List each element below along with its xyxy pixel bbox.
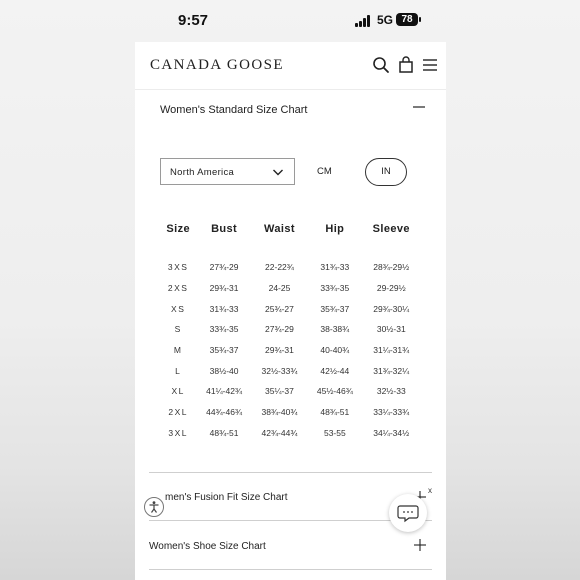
measurement-cell: 38¾-40¾ [261,407,298,418]
measurement-cell: 33¾-35 [209,324,239,335]
measurement-cell: 27¾-29 [209,262,239,273]
unit-toggle-cm[interactable]: CM [317,166,332,177]
measurement-cell: 31¾-32¼ [373,365,410,376]
size-label-cell: XS [171,303,186,314]
measurement-cell: 40-40¾ [320,345,350,356]
table-row [160,257,420,278]
measurement-cell: 44¾-46¾ [206,407,243,418]
measurement-cell: 33¼-33¾ [373,407,410,418]
column-header: Hip [325,223,345,235]
measurement-cell: 31¼-31¾ [373,345,410,356]
measurement-cell: 29¾-31 [265,345,294,356]
size-table [160,222,420,443]
measurement-cell: 32½-33¾ [261,365,298,376]
search-icon[interactable] [371,55,391,75]
measurement-cell: 41¼-42¾ [206,386,243,397]
fusion-fit-chart-row[interactable]: men's Fusion Fit Size Chart [165,492,288,503]
shoe-size-chart-row[interactable]: Women's Shoe Size Chart [149,541,266,552]
measurement-cell: 35¾-37 [320,303,350,314]
measurement-cell: 48¾-51 [320,407,350,418]
network-type: 5G [377,13,394,27]
table-row [160,340,420,361]
measurement-cell: 24-25 [268,283,291,294]
table-row [160,402,420,423]
measurement-cell: 28¾-29½ [373,262,410,273]
measurement-cell: 38-38¾ [320,324,350,335]
status-bar [0,0,580,42]
measurement-cell: 48¾-51 [209,427,239,438]
measurement-cell: 33¾-35 [320,283,350,294]
plus-icon[interactable] [413,538,427,552]
column-header: Size [166,223,191,235]
size-label-cell: L [175,365,182,376]
table-row [160,381,420,402]
size-label-cell: 3XS [167,262,189,273]
app-panel [135,42,446,580]
table-row [160,298,420,319]
measurement-cell: 31¾-33 [209,303,239,314]
table-row [160,423,420,444]
column-header: Bust [211,223,238,235]
measurement-cell: 53-55 [323,427,346,438]
measurement-cell: 35¾-37 [209,345,239,356]
brand-logo[interactable]: CANADA GOOSE [150,57,284,73]
measurement-cell: 32½-33 [376,386,406,397]
column-header: Sleeve [372,223,410,235]
measurement-cell: 35¼-37 [265,386,294,397]
measurement-cell: 38½-40 [209,365,239,376]
divider [149,472,432,473]
accessibility-icon[interactable] [144,497,164,517]
measurement-cell: 42¾-44¾ [261,427,298,438]
size-label-cell: XL [171,386,185,397]
status-time: 9:57 [178,12,209,29]
measurement-cell: 31¾-33 [320,262,350,273]
measurement-cell: 29-29½ [376,283,406,294]
size-label-cell: M [173,345,183,356]
table-row [160,278,420,299]
measurement-cell: 45½-46¾ [316,386,353,397]
column-header: Waist [264,223,295,235]
table-row [160,319,420,340]
measurement-cell: 27¾-29 [265,324,294,335]
measurement-cell: 30½-31 [376,324,406,335]
size-chart-title[interactable]: Women's Standard Size Chart [160,104,308,116]
size-label-cell: 2XS [167,283,189,294]
measurement-cell: 29¾-31 [209,283,239,294]
measurement-cell: 25¾-27 [265,303,294,314]
measurement-cell: 22-22¾ [265,262,294,273]
measurement-cell: 29¾-30¼ [373,303,410,314]
battery-icon: 78 [396,13,418,26]
site-header [135,42,446,90]
divider [149,569,432,570]
battery-tip [419,17,421,22]
region-select[interactable] [160,158,295,185]
size-label-cell: 3XL [168,427,189,438]
region-select-value: North America [170,167,235,178]
chat-close-icon[interactable]: x [428,486,432,495]
table-header-row [160,222,420,257]
chat-button[interactable] [389,494,427,532]
measurement-cell: 42½-44 [320,365,350,376]
size-label-cell: S [174,324,182,335]
menu-icon[interactable] [420,55,440,75]
measurement-cell: 34¼-34½ [373,427,410,438]
table-row [160,360,420,381]
unit-toggle-in[interactable]: IN [365,158,407,186]
minus-icon[interactable] [412,100,426,114]
chat-bubble-icon [389,494,427,532]
shopping-bag-icon[interactable] [396,55,416,75]
cellular-signal-icon [355,15,373,27]
size-label-cell: 2XL [168,407,189,418]
chevron-down-icon [272,166,284,178]
